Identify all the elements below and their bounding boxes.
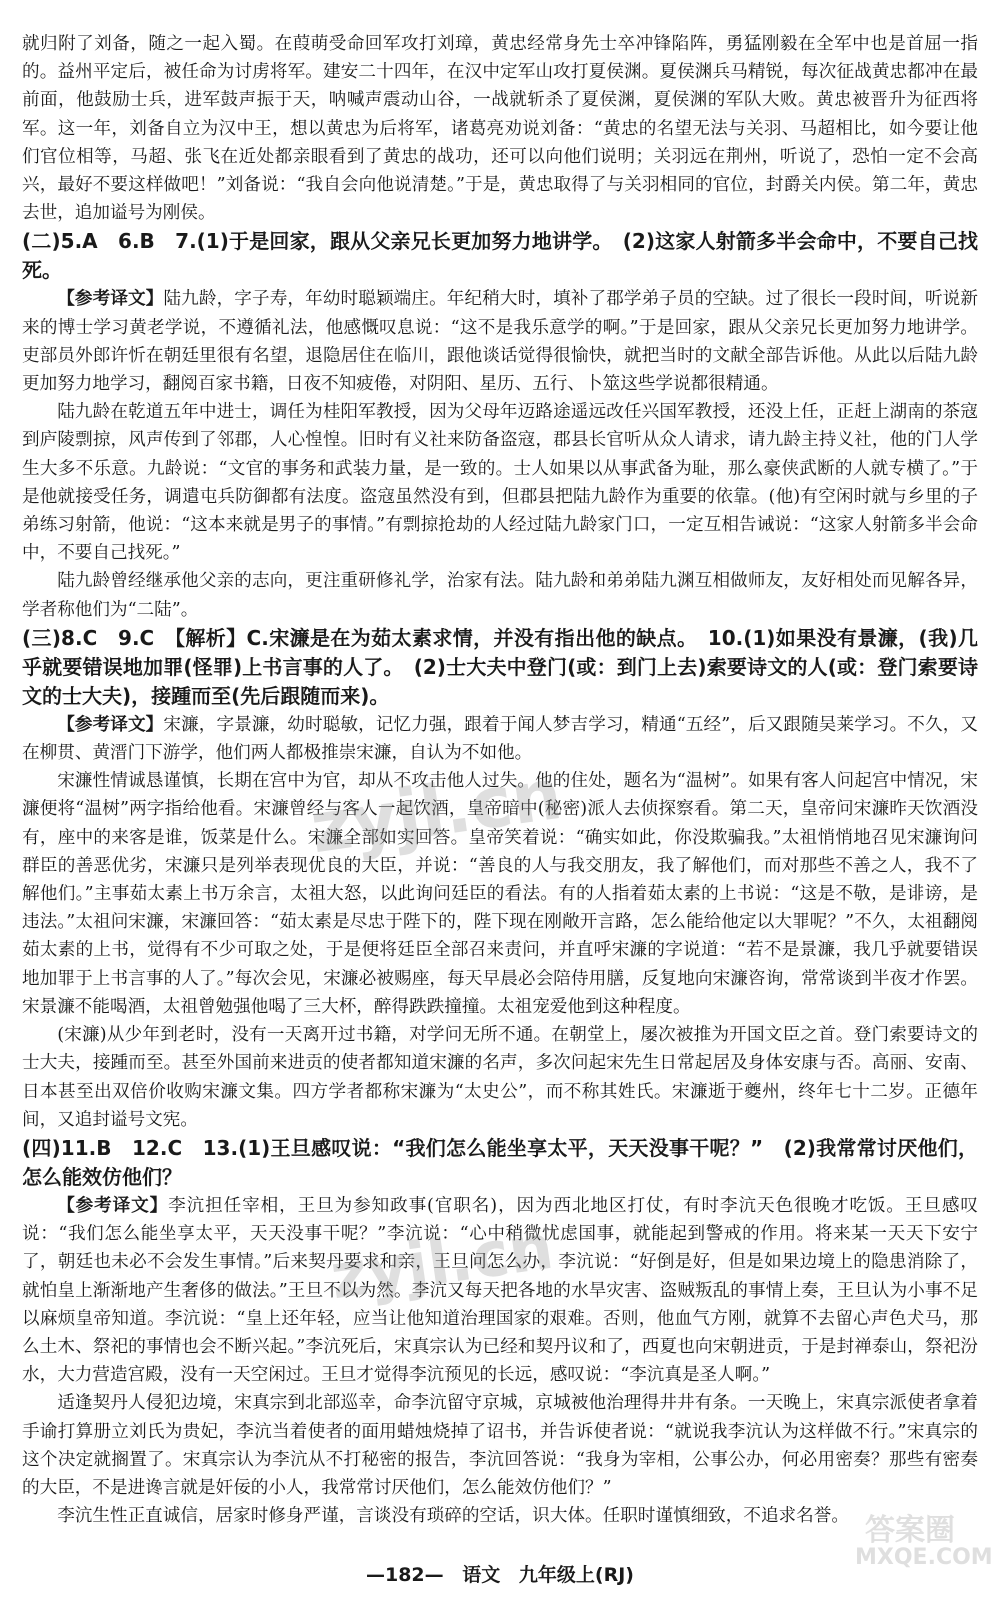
watermark-brand: 答案圈 <box>865 1513 955 1548</box>
footer-grade: 九年级上(RJ) <box>518 1564 634 1586</box>
ref-label: 【参考译文】 <box>57 289 164 310</box>
translation-3-para-3: (宋濂)从少年到老时，没有一天离开过书籍，对学问无所不通。在朝堂上，屡次被推为开国文臣之首。登门索要诗文的士大夫，接踵而至。甚至外国前来进贡的使者都知道宋濂的名声，多次问起宋先生日常起居及身体安康与否。高丽、安南、日本甚至出双倍价收购宋濂文集。四方学者都称宋濂为“太史公”，而不称其姓氏。宋濂逝于夔州，终年七十二岁。正德年间，又追封谥号文宪。 <box>22 1025 978 1130</box>
paragraph-huangzhong: 就归附了刘备，随之一起入蜀。在葭萌受命回军攻打刘璋，黄忠经常身先士卒冲锋陷阵，勇猛刚毅在全军中也是首屈一指的。益州平定后，被任命为讨虏将军。建安二十四年，在汉中定军山攻打夏侯渊。夏侯渊兵马精锐，每次征战黄忠都冲在最前面，他鼓励士兵，进军鼓声振于天，呐喊声震动山谷，一战就斩杀了夏侯渊，夏侯渊的军队大败。黄忠被晋升为征西将军。这一年，刘备自立为汉中王，想以黄忠为后将军，诸葛亮劝说刘备：“黄忠的名望无法与关羽、马超相比，如今要让他们官位相等，马超、张飞在近处都亲眼看到了黄忠的战功，还可以向他们说明；关羽远在荆州，听说了，恐怕一定不会高兴，最好不要这样做吧！”刘备说：“我自会向他说清楚。”于是，黄忠取得了与关羽相同的官位，封爵关内侯。第二年，黄忠去世，追加谥号为刚侯。 <box>22 34 978 224</box>
answer-section-3: (三)8.C 9.C 【解析】C.宋濂是在为茹太素求情，并没有指出他的缺点。 10.(1)如果没有景濂，(我)几乎就要错误地加罪(怪罪)上书言事的人了。 (2)士大夫中登门(或：到门上去)索要诗文的人(或：登门索要诗文的士大夫)，接踵而至(先后跟随而来)。 <box>22 625 978 708</box>
translation-4-para-3: 李沆生性正直诚信，居家时修身严谨，言谈没有琐碎的空话，识大体。任职时谨慎细致，不追求名誉。 <box>57 1506 849 1527</box>
translation-3-para-2: 宋濂性情诚恳谨慎，长期在宫中为官，却从不攻击他人过失。他的住处，题名为“温树”。如果有客人问起宫中情况，宋濂便将“温树”两字指给他看。宋濂曾经与客人一起饮酒，皇帝暗中(秘密)派人去侦探察看。第二天，皇帝问宋濂昨天饮酒没有，座中的来客是谁，饭菜是什么。宋濂全部如实回答。皇帝笑着说：“确实如此，你没欺骗我。”太祖悄悄地召见宋濂询问群臣的善恶优劣，宋濂只是列举表现优良的大臣，并说：“善良的人与我交朋友，我了解他们，而对那些不善之人，我不了解他们。”主事茹太素上书万余言，太祖大怒，以此询问廷臣的看法。有的人指着茹太素的上书说：“这是不敬，是诽谤，是违法。”太祖问宋濂，宋濂回答：“茹太素是尽忠于陛下的，陛下现在刚敞开言路，怎么能给他定以大罪呢？”不久，太祖翻阅茹太素的上书，觉得有不少可取之处，于是便将廷臣全部召来责问，并直呼宋濂的字说道：“若不是景濂，我几乎就要错误地加罪于上书言事的人了。”每次会见，宋濂必被赐座，每天早晨必会陪侍用膳，反复地向宋濂咨询，常常谈到半夜才作罢。宋景濂不能喝酒，太祖曾勉强他喝了三大杯，醉得跌跌撞撞。太祖宠爱他到这种程度。 <box>22 771 978 1017</box>
translation-2-text-1: 陆九龄，字子寿，年幼时聪颖端庄。年纪稍大时，填补了郡学弟子员的空缺。过了很长一段时间，听说新来的博士学习黄老学说，不遵循礼法，他感慨叹息说：“这不是我乐意学的啊。”于是回家，跟从父亲兄长更加努力地讲学。吏部员外郎许忻在朝廷里很有名望，退隐居住在临川，跟他谈话觉得很愉快，就把当时的文献全部告诉他。从此以后陆九龄更加努力地学习，翻阅百家书籍，日夜不知疲倦，对阴阳、星历、五行、卜筮这些学说都很精通。 <box>22 289 978 395</box>
translation-3-text-1: 宋濂，字景濂，幼时聪敏，记忆力强，跟着于闻人梦吉学习，精通“五经”，后又跟随吴莱学习。不久，又在柳贯、黄溍门下游学，他们两人都极推崇宋濂，自认为不如他。 <box>22 714 978 764</box>
ref-label: 【参考译文】 <box>57 1195 169 1216</box>
translation-4-para-1 <box>22 1192 978 1389</box>
page-footer <box>0 1560 1000 1587</box>
translation-3-para-1 <box>22 711 978 767</box>
watermark-zyjl-2: zyjl.cn <box>326 1209 558 1314</box>
watermark-site: MXQE.COM <box>855 1545 993 1570</box>
translation-4-para-2: 适逢契丹人侵犯边境，宋真宗到北部巡幸，命李沆留守京城，京城被他治理得井井有条。一天晚上，宋真宗派使者拿着手谕打算册立刘氏为贵妃，李沆当着使者的面用蜡烛烧掉了诏书，并告诉使者说：“就说我李沆认为这样做不行。”宋真宗的这个决定就搁置了。宋真宗认为李沆从不打秘密的报告，李沆回答说：“我身为宰相，公事公办，何必用密奏？那些有密奏的大臣，不是进谗言就是奸佞的小人，我常常讨厌他们，怎么能效仿他们？” <box>22 1393 978 1498</box>
answer-section-4: (四)11.B 12.C 13.(1)王旦感叹说：“我们怎么能坐享太平，天天没事干呢？” (2)我常常讨厌他们，怎么能效仿他们？ <box>22 1135 978 1189</box>
answer-section-2: (二)5.A 6.B 7.(1)于是回家，跟从父亲兄长更加努力地讲学。 (2)这家人射箭多半会命中，不要自己找死。 <box>22 229 978 283</box>
ref-label: 【参考译文】 <box>57 714 164 735</box>
translation-2-para-3: 陆九龄曾经继承他父亲的志向，更注重研修礼学，治家有法。陆九龄和弟弟陆九渊互相做师友，友好相处而见解各异，学者称他们为“二陆”。 <box>22 571 978 620</box>
translation-2-para-2: 陆九龄在乾道五年中进士，调任为桂阳军教授，因为父母年迈路途遥远改任兴国军教授，还没上任，正赶上湖南的茶寇到庐陵剽掠，风声传到了邻郡，人心惶惶。旧时有义社来防备盗寇，郡县长官听从众人请求，请九龄主持义社，他的门人学生大多不乐意。九龄说：“文官的事务和武装力量，是一致的。士人如果以从事武备为耻，那么豪侠武断的人就专横了。”于是他就接受任务，调遣屯兵防御都有法度。盗寇虽然没有到，但郡县把陆九龄作为重要的依靠。(他)有空闲时就与乡里的子弟练习射箭，他说：“这本来就是男子的事情。”有剽掠抢劫的人经过陆九龄家门口，一定互相告诫说：“这家人射箭多半会命中，不要自己找死。” <box>22 402 978 564</box>
document-page <box>22 30 978 1530</box>
footer-subject: 语文 <box>462 1564 501 1586</box>
page-number: —182— <box>365 1564 444 1586</box>
translation-2-para-1 <box>22 285 978 398</box>
watermark-zyjl: zyjl.cn <box>305 752 567 870</box>
translation-4-text-1: 李沆担任宰相，王旦为参知政事(官职名)，因为西北地区打仗，有时李沆天色很晚才吃饭。王旦感叹说：“我们怎么能坐享太平，天天没事干呢？”李沆说：“心中稍微忧虑国事，就能起到警戒的作用。将来某一天天下安宁了，朝廷也未必不会发生事情。”后来契丹要求和亲，王旦问怎么办，李沆说：“好倒是好，但是如果边境上的隐患消除了，就怕皇上渐渐地产生奢侈的做法。”王旦不以为然。李沆又每天把各地的水旱灾害、盗贼叛乱的事情上奏，王旦认为小事不足以麻烦皇帝知道。李沆说：“皇上还年轻，应当让他知道治理国家的艰难。否则，他血气方刚，就算不去留心声色犬马，那么土木、祭祀的事情也会不断兴起。”李沆死后，宋真宗认为已经和契丹议和了，西夏也向宋朝进贡，于是封禅泰山，祭祀汾水，大力营造宫殿，没有一天空闲过。王旦才觉得李沆预见的长远，感叹说：“李沆真是圣人啊。” <box>22 1195 978 1386</box>
